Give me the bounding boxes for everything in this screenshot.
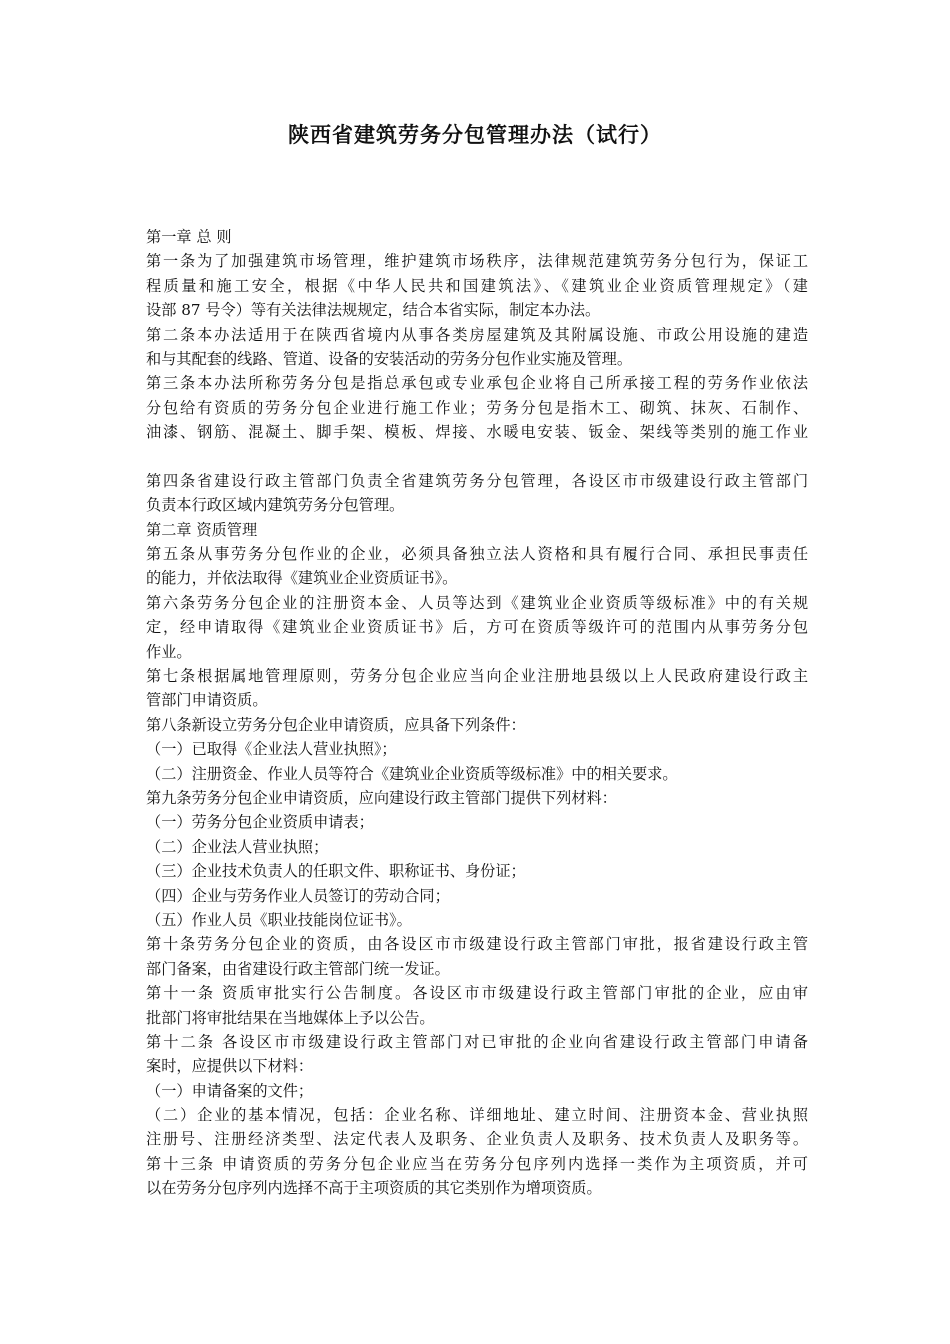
text-line: 第二条本办法适用于在陕西省境内从事各类房屋建筑及其附属设施、市政公用设施的建造 [146,325,808,344]
text-line: 批部门将审批结果在当地媒体上予以公告。 [146,1008,435,1027]
text-line: （一）已取得《企业法人营业执照》； [146,740,397,759]
text-line: 第四条省建设行政主管部门负责全省建筑劳务分包管理，各设区市市级建设行政主管部门 [146,471,808,490]
text-line: 程质量和施工安全，根据《中华人民共和国建筑法》、《建筑业企业资质管理规定》（建 [146,276,808,295]
text-line: （一）劳务分包企业资质申请表； [146,813,374,832]
text-line: 第二章 资质管理 [146,520,258,539]
text-line: 第一条为了加强建筑市场管理，维护建筑市场秩序，法律规范建筑劳务分包行为，保证工 [146,252,808,271]
text-line: 第十三条 申请资质的劳务分包企业应当在劳务分包序列内选择一类作为主项资质，并可 [146,1154,808,1173]
text-line: 第七条根据属地管理原则，劳务分包企业应当向企业注册地县级以上人民政府建设行政主 [146,667,808,686]
text-line: 第八条新设立劳务分包企业申请资质，应具备下列条件： [146,715,526,734]
text-line: 油漆、钢筋、混凝土、脚手架、模板、焊接、水暖电安装、钣金、架线等类别的施工作业 [146,423,808,442]
text-line: 的能力，并依法取得《建筑业企业资质证书》。 [146,569,458,588]
text-line: 注册号、注册经济类型、法定代表人及职务、企业负责人及职务、技术负责人及职务等。 [146,1130,808,1149]
text-line: 分包给有资质的劳务分包企业进行施工作业；劳务分包是指木工、砌筑、抹灰、石制作、 [146,398,808,417]
text-line: （一）申请备案的文件； [146,1081,314,1100]
blank-line [146,445,808,469]
text-line: （二）注册资金、作业人员等符合《建筑业企业资质等级标准》中的相关要求。 [146,764,678,783]
document-title: 陕西省建筑劳务分包管理办法（试行） [288,122,662,147]
text-line: 和与其配套的线路、管道、设备的安装活动的劳务分包作业实施及管理。 [146,349,632,368]
text-line: 案时，应提供以下材料： [146,1057,314,1076]
text-line: 第十二条 各设区市市级建设行政主管部门对已审批的企业向省建设行政主管部门申请备 [146,1032,808,1051]
text-line: 第六条劳务分包企业的注册资本金、人员等达到《建筑业企业资质等级标准》中的有关规 [146,593,808,612]
text-line: （三）企业技术负责人的任职文件、职称证书、身份证； [146,862,526,881]
text-line: （五）作业人员《职业技能岗位证书》。 [146,910,412,929]
text-line: 第十一条 资质审批实行公告制度。各设区市市级建设行政主管部门审批的企业，应由审 [146,984,808,1003]
text-line: 部门备案，由省建设行政主管部门统一发证。 [146,959,450,978]
text-line: 负责本行政区域内建筑劳务分包管理。 [146,496,405,515]
document-body [146,225,808,1201]
text-line: 以在劳务分包序列内选择不高于主项资质的其它类别作为增项资质。 [146,1179,602,1198]
text-line: （二）企业的基本情况，包括：企业名称、详细地址、建立时间、注册资本金、营业执照 [146,1106,808,1125]
text-line: 设部 87 号令）等有关法律法规规定，结合本省实际，制定本办法。 [146,301,601,320]
text-line: （二）企业法人营业执照； [146,837,329,856]
text-line: 第九条劳务分包企业申请资质，应向建设行政主管部门提供下列材料： [146,788,617,807]
text-line: 第十条劳务分包企业的资质，由各设区市市级建设行政主管部门审批，报省建设行政主管 [146,935,808,954]
text-line: （四）企业与劳务作业人员签订的劳动合同； [146,886,450,905]
text-line: 第五条从事劳务分包作业的企业，必须具备独立法人资格和具有履行合同、承担民事责任 [146,545,808,564]
text-line: 作业。 [146,642,192,661]
text-line: 管部门申请资质。 [146,691,268,710]
text-line: 第三条本办法所称劳务分包是指总承包或专业承包企业将自己所承接工程的劳务作业依法 [146,374,808,393]
text-line: 第一章 总 则 [146,228,232,246]
text-line: 定，经申请取得《建筑业企业资质证书》后，方可在资质等级许可的范围内从事劳务分包 [146,618,808,637]
